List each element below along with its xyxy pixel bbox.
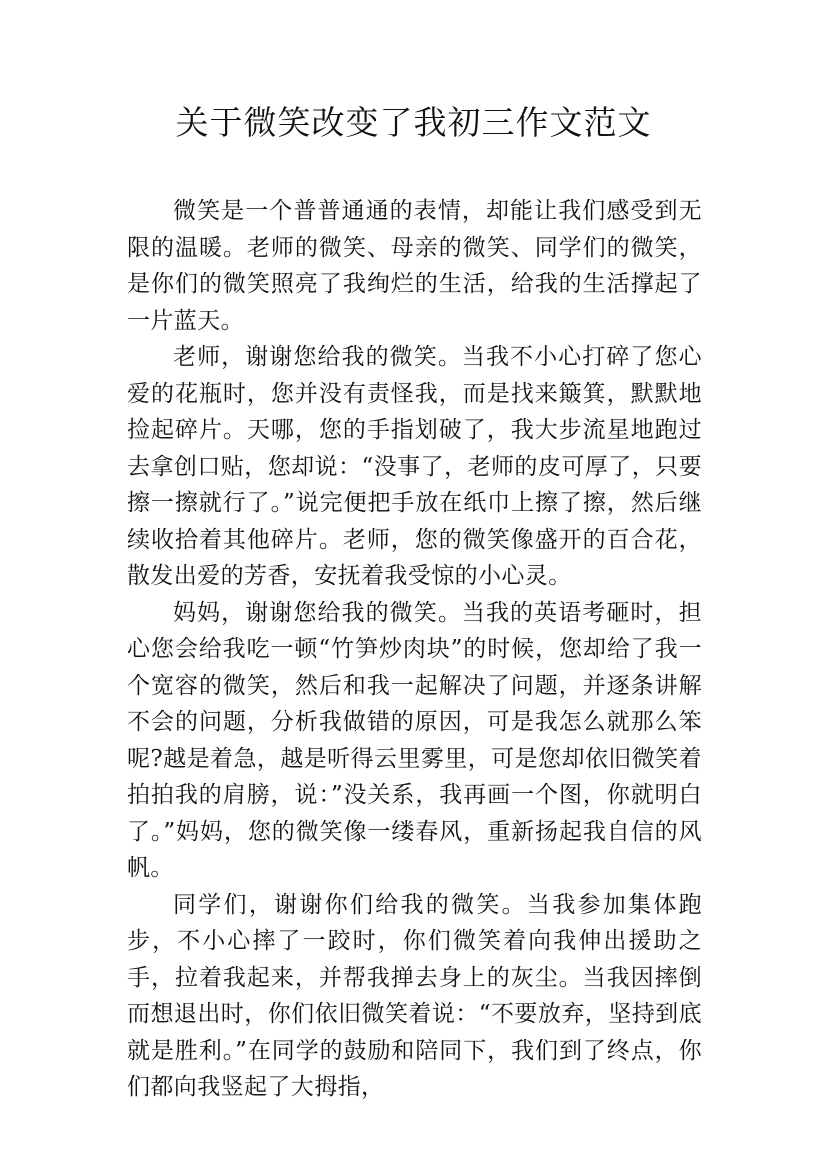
- paragraph-classmates: 同学们，谢谢你们给我的微笑。当我参加集体跑步，不小心摔了一跤时，你们微笑着向我伸出援助之手，拉着我起来，并帮我掸去身上的灰尘。当我因摔倒而想退出时，你们依旧微笑着说：“不要放弃，坚持到底就是胜利。”在同学的鼓励和陪同下，我们到了终点，你们都向我竖起了大拇指，: [127, 891, 702, 1100]
- paragraph-intro: 微笑是一个普普通通的表情，却能让我们感受到无限的温暖。老师的微笑、母亲的微笑、同学们的微笑，是你们的微笑照亮了我绚烂的生活，给我的生活撑起了一片蓝天。: [127, 198, 702, 334]
- document-body: [127, 193, 702, 1106]
- document-title: 关于微笑改变了我初三作文范文: [175, 103, 652, 142]
- paragraph-teacher: 老师，谢谢您给我的微笑。当我不小心打碎了您心爱的花瓶时，您并没有责怪我，而是找来簸箕，默默地捡起碎片。天哪，您的手指划破了，我大步流星地跑过去拿创口贴，您却说：“没事了，老师的皮可厚了，只要擦一擦就行了。”说完便把手放在纸巾上擦了擦，然后继续收拾着其他碎片。老师，您的微笑像盛开的百合花，散发出爱的芳香，安抚着我受惊的小心灵。: [127, 344, 702, 589]
- paragraph-mother: 妈妈，谢谢您给我的微笑。当我的英语考砸时，担心您会给我吃一顿“竹笋炒肉块”的时候，您却给了我一个宽容的微笑，然后和我一起解决了问题，并逐条讲解不会的问题，分析我做错的原因，可是我怎么就那么笨呢?越是着急，越是听得云里雾里，可是您却依旧微笑着拍拍我的肩膀，说：”没关系，我再画一个图，你就明白了。”妈妈，您的微笑像一缕春风，重新扬起我自信的风帆。: [127, 599, 702, 881]
